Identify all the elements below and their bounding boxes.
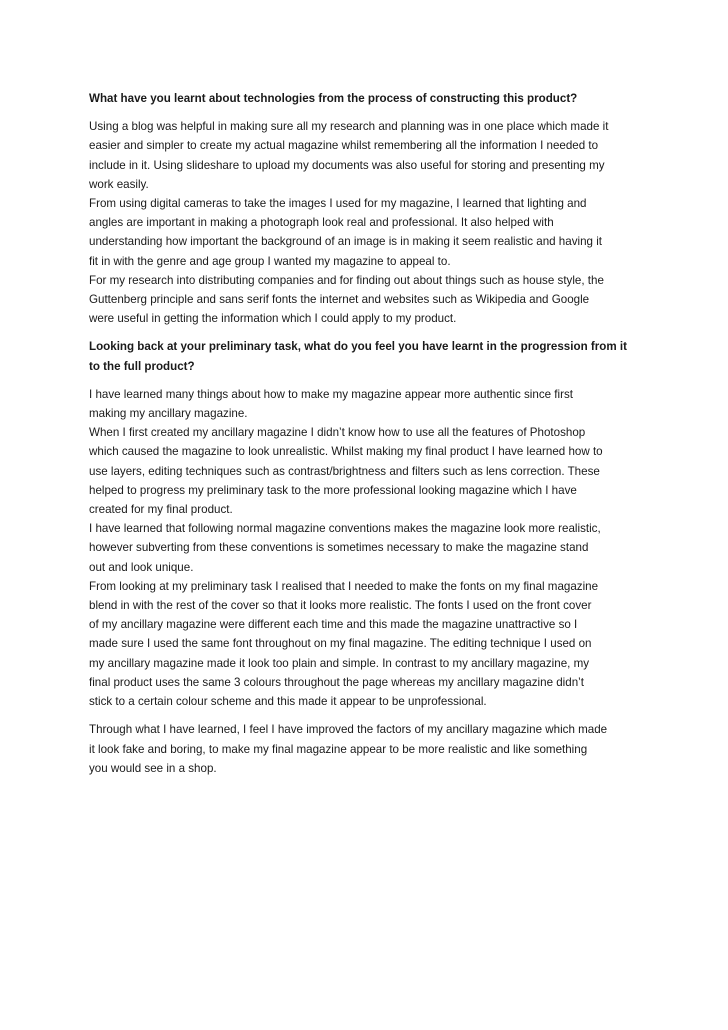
- answer-paragraph: [89, 385, 645, 711]
- paragraph-line: angles are important in making a photograph look real and professional. It also helped with: [89, 216, 554, 230]
- question-heading: [89, 89, 645, 108]
- paragraph-line: Through what I have learned, I feel I have improved the factors of my ancillary magazine which made: [89, 723, 608, 737]
- paragraph-line: Using a blog was helpful in making sure all my research and planning was in one place which made it: [89, 120, 609, 134]
- paragraph-line: stick to a certain colour scheme and this made it appear to be unprofessional.: [89, 695, 487, 709]
- paragraph-line: For my research into distributing companies and for finding out about things such as house style, the: [89, 273, 604, 287]
- paragraph-line: include in it. Using slideshare to upload my documents was also useful for storing and presenting my: [89, 158, 605, 172]
- paragraph-line: it look fake and boring, to make my final magazine appear to be more realistic and like something: [89, 742, 588, 756]
- paragraph-line: you would see in a shop.: [89, 761, 217, 775]
- paragraph-line: From using digital cameras to take the images I used for my magazine, I learned that lighting and: [89, 197, 587, 211]
- paragraph-line: I have learned that following normal magazine conventions makes the magazine look more realistic,: [89, 522, 601, 536]
- answer-paragraph: [89, 117, 645, 328]
- paragraph-line: out and look unique.: [89, 560, 194, 574]
- question-line: to the full product?: [89, 359, 195, 373]
- paragraph-line: my ancillary magazine made it look too plain and simple. In contrast to my ancillary magazine, my: [89, 656, 590, 670]
- paragraph-line: fit in with the genre and age group I wanted my magazine to appeal to.: [89, 254, 451, 268]
- paragraph-line: of my ancillary magazine were different each time and this made the magazine unattractive so I: [89, 618, 578, 632]
- paragraph-line: made sure I used the same font throughout on my final magazine. The editing technique I used on: [89, 637, 592, 651]
- paragraph-line: created for my final product.: [89, 503, 233, 517]
- paragraph-line: helped to progress my preliminary task to the more professional looking magazine which I have: [89, 483, 577, 497]
- paragraph-line: From looking at my preliminary task I realised that I needed to make the fonts on my final magazine: [89, 579, 599, 593]
- answer-paragraph: [89, 720, 645, 778]
- paragraph-line: use layers, editing techniques such as contrast/brightness and filters such as lens correction. These: [89, 464, 600, 478]
- question-line: What have you learnt about technologies from the process of constructing this product?: [89, 92, 578, 105]
- paragraph-line: blend in with the rest of the cover so that it looks more realistic. The fonts I used on the front cover: [89, 599, 592, 613]
- paragraph-line: were useful in getting the information which I could apply to my product.: [89, 312, 457, 326]
- question-heading: [89, 337, 645, 375]
- paragraph-line: understanding how important the background of an image is in making it seem realistic and having it: [89, 235, 602, 249]
- paragraph-line: making my ancillary magazine.: [89, 407, 248, 421]
- question-line: Looking back at your preliminary task, what do you feel you have learnt in the progression from it: [89, 340, 627, 354]
- document-body: [89, 89, 645, 787]
- paragraph-line: When I first created my ancillary magazine I didn’t know how to use all the features of Photoshop: [89, 426, 586, 440]
- paragraph-line: which caused the magazine to look unrealistic. Whilst making my final product I have learned how to: [89, 445, 603, 459]
- paragraph-line: work easily.: [89, 177, 149, 191]
- paragraph-line: however subverting from these conventions is sometimes necessary to make the magazine stand: [89, 541, 589, 555]
- paragraph-line: Guttenberg principle and sans serif fonts the internet and websites such as Wikipedia and Google: [89, 293, 590, 307]
- paragraph-line: easier and simpler to create my actual magazine whilst remembering all the information I needed to: [89, 139, 599, 153]
- paragraph-line: I have learned many things about how to make my magazine appear more authentic since first: [89, 387, 573, 401]
- paragraph-line: final product uses the same 3 colours throughout the page whereas my ancillary magazine didn’t: [89, 675, 584, 689]
